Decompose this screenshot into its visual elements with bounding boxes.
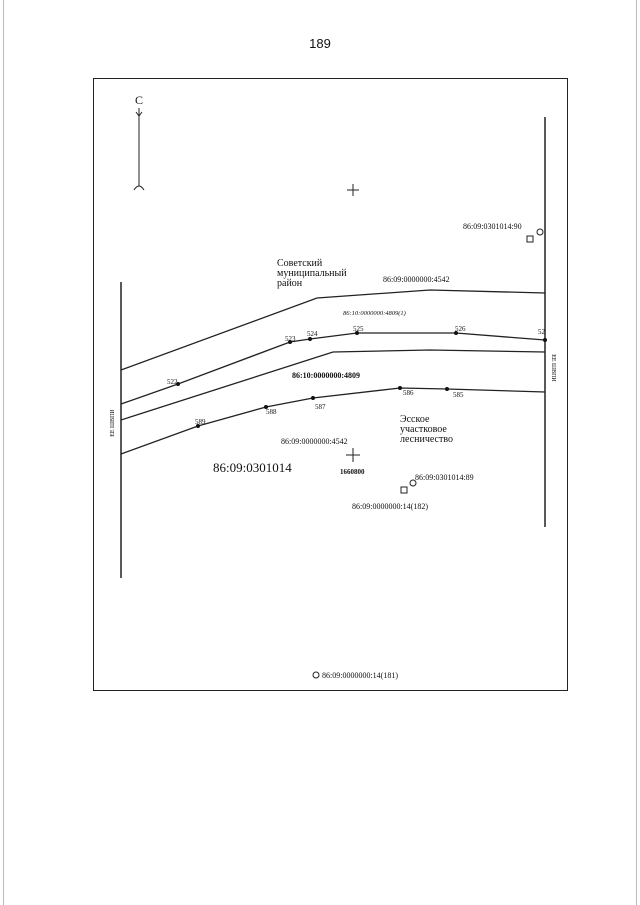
district-label-line-2: муниципальный (277, 268, 347, 279)
crosshair-marker-middle (346, 448, 360, 462)
left-road-label: EE ШВПИ (110, 409, 116, 437)
boundary-line-1 (121, 290, 545, 370)
parcel-label-4542-top: 86:09:0000000:4542 (383, 275, 450, 284)
vertex-587 (311, 396, 315, 400)
vertices (176, 331, 547, 428)
circle-marker-181 (313, 672, 319, 678)
point-label-526: 526 (455, 325, 466, 333)
point-label-586: 586 (403, 389, 414, 397)
district-label-line-3: район (277, 278, 303, 289)
point-label-525: 525 (353, 325, 364, 333)
forestry-label (400, 414, 453, 445)
right-road-label: EE ШВПИ (550, 354, 556, 382)
point-label-527: 52 (538, 328, 545, 336)
district-label (277, 258, 349, 289)
parcel-main-label: 86:09:0301014 (213, 460, 292, 475)
point-1660800-label: 1660800 (340, 468, 365, 476)
forestry-label-line-3: лесничество (400, 434, 453, 445)
vertex-585 (445, 387, 449, 391)
district-label-line-1: Советский (277, 258, 323, 269)
boundary-line-3 (121, 350, 545, 420)
parcel-label-4809-italic: 86:10:0000000:4809(1) (343, 310, 406, 317)
crosshair-marker-top (347, 184, 359, 196)
parcel-label-90: 86:09:0301014:90 (463, 222, 522, 231)
point-label-523: 523 (285, 335, 296, 343)
boundary-line-2 (121, 333, 545, 404)
page-number: 189 (309, 36, 331, 51)
parcel-label-89: 86:09:0301014:89 (415, 473, 474, 482)
parcel-label-4542-bottom: 86:09:0000000:4542 (281, 437, 348, 446)
point-label-524: 524 (307, 330, 318, 338)
point-label-522: 522 (167, 378, 178, 386)
parcel-label-4809-bold: 86:10:0000000:4809 (292, 371, 360, 380)
parcel-label-14-182: 86:09:0000000:14(182) (352, 502, 428, 511)
point-label-589: 589 (195, 418, 206, 426)
north-label: С (134, 93, 144, 107)
parcel-label-14-181: 86:09:0000000:14(181) (322, 671, 398, 680)
circle-marker-89 (410, 480, 416, 486)
north-arrow-tail (134, 186, 144, 190)
point-label-588: 588 (266, 408, 277, 416)
point-label-585: 585 (453, 391, 464, 399)
square-marker-89 (401, 487, 407, 493)
vertex-527 (543, 338, 547, 342)
forestry-label-line-2: участковое (400, 424, 447, 435)
circle-marker-90 (537, 229, 543, 235)
point-label-587: 587 (315, 403, 326, 411)
vertex-586 (398, 386, 402, 390)
square-marker-90 (527, 236, 533, 242)
forestry-label-line-1: Эсское (400, 414, 430, 425)
